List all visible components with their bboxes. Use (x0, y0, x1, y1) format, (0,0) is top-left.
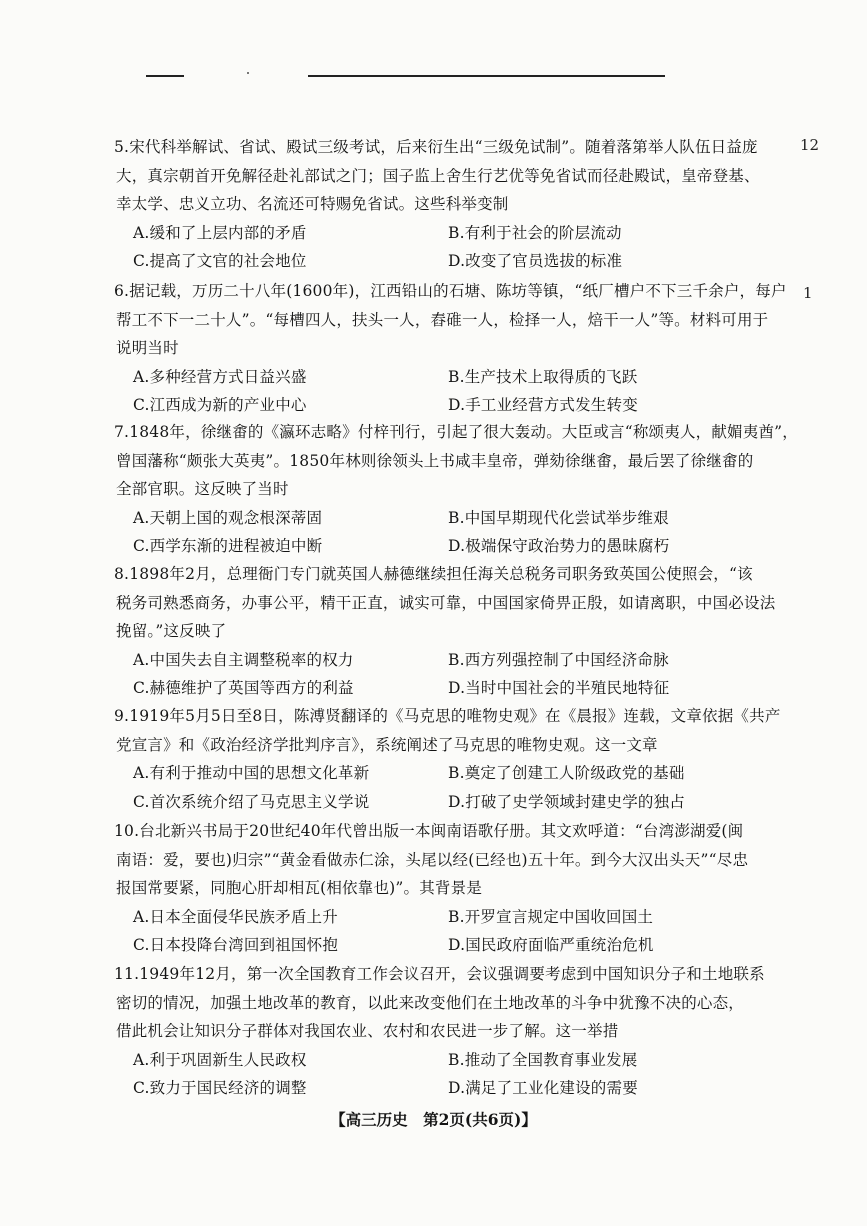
question-stem-continued: 幸太学、忠义立功、名流还可特赐免省试。这些科举变制 (116, 195, 509, 213)
option-a: A.日本全面侵华民族矛盾上升 (133, 907, 338, 926)
option-a: A.利于巩固新生人民政权 (133, 1050, 307, 1069)
option-d: D.国民政府面临严重统治危机 (448, 936, 654, 954)
question-stem: 5.宋代科举解试、省试、殿试三级考试，后来衍生出“三级免试制”。随着落第举人队伍日益庞 (114, 138, 758, 156)
question-stem-continued: 曾国藩称“颇张大英夷”。1850年林则徐领头上书咸丰皇帝，弹劾徐继畬，最后罢了徐继畬的 (116, 451, 754, 470)
page-footer: 【高三历史 第2页(共6页)】 (330, 1110, 537, 1129)
option-b: B.推动了全国教育事业发展 (448, 1050, 638, 1069)
question-stem: 8.1898年2月，总理衙门专门就英国人赫德继续担任海关总税务司职务致英国公使照会，“该 (114, 565, 753, 583)
header-rule-long (308, 75, 665, 77)
option-a: A.多种经营方式日益兴盛 (133, 367, 307, 386)
option-b: B.中国早期现代化尝试举步维艰 (448, 508, 669, 527)
question-stem-continued: 说明当时 (116, 339, 179, 357)
question-stem: 6.据记载，万历二十八年(1600年)，江西铅山的石塘、陈坊等镇，“纸厂槽户不下三千余户，每户 (114, 282, 787, 300)
option-d: D.当时中国社会的半殖民地特征 (448, 679, 670, 697)
question-stem-continued: 大，真宗朝首开免解径赴礼部试之门；国子监上舍生行艺优等免省试而径赴殿试，皇帝登基、 (116, 166, 760, 185)
option-b: B.有利于社会的阶层流动 (448, 223, 622, 242)
option-c: C.首次系统介绍了马克思主义学说 (133, 792, 370, 811)
option-a: A.中国失去自主调整税率的权力 (133, 650, 354, 669)
question-stem: 11.1949年12月，第一次全国教育工作会议召开，会议强调要考虑到中国知识分子和土地联系 (114, 965, 765, 983)
header-rule-short (146, 75, 184, 77)
option-d: D.极端保守政治势力的愚昧腐朽 (448, 537, 670, 555)
option-a: A.天朝上国的观念根深蒂固 (133, 508, 323, 527)
question-stem: 9.1919年5月5日至8日，陈溥贤翻译的《马克思的唯物史观》在《晨报》连载，文章依据《共产 (114, 707, 781, 725)
option-b: B.奠定了创建工人阶级政党的基础 (448, 764, 685, 782)
option-c: C.提高了文官的社会地位 (133, 252, 307, 270)
question-stem-continued: 南语：爱，要也)归宗”“黄金看做赤仁涂，头尾以经(已经也)五十年。到今大汉出头天”“尽忠 (116, 850, 749, 869)
question-stem-continued: 密切的情况，加强土地改革的教育，以此来改变他们在土地改革的斗争中犹豫不决的心态， (116, 993, 745, 1012)
option-a: A.缓和了上层内部的矛盾 (133, 223, 307, 242)
option-d: D.打破了史学领域封建史学的独占 (448, 792, 686, 811)
question-stem: 7.1848年，徐继畬的《瀛环志略》付梓刊行，引起了很大轰动。大臣或言“称颂夷人，献媚夷酋”， (114, 423, 798, 441)
option-a: A.有利于推动中国的思想文化革新 (133, 764, 370, 782)
option-b: B.西方列强控制了中国经济命脉 (448, 650, 669, 669)
scan-speck (247, 72, 249, 74)
question-stem-continued: 帮工不下一二十人”。“每槽四人，扶头一人，舂碓一人，检择一人，焙干一人”等。材料可用于 (116, 310, 769, 329)
option-b: B.开罗宣言规定中国收回国土 (448, 907, 654, 926)
option-b: B.生产技术上取得质的飞跃 (448, 367, 638, 386)
question-stem: 10.台北新兴书局于20世纪40年代曾出版一本闽南语歌仔册。其文欢呼道：“台湾澎湖爱(闽 (114, 822, 744, 840)
question-stem-continued: 借此机会让知识分子群体对我国农业、农村和农民进一步了解。这一举措 (116, 1022, 619, 1040)
question-stem-continued: 税务司熟悉商务，办事公平，精干正直，诚实可靠，中国国家倚畀正殷，如请离职，中国必设法 (116, 593, 776, 612)
margin-note: 12 (800, 136, 820, 154)
margin-note: 1 (803, 284, 813, 302)
question-stem-continued: 挽留。”这反映了 (116, 622, 227, 640)
question-stem-continued: 全部官职。这反映了当时 (116, 480, 289, 498)
option-d: D.改变了官员选拔的标准 (448, 252, 623, 270)
question-stem-continued: 党宣言》和《政治经济学批判序言》，系统阐述了马克思的唯物史观。这一文章 (116, 735, 658, 754)
option-c: C.致力于国民经济的调整 (133, 1079, 307, 1097)
question-stem-continued: 报国常要紧，同胞心肝却相瓦(相依靠也)”。其背景是 (116, 879, 483, 897)
option-c: C.西学东渐的进程被迫中断 (133, 537, 323, 555)
option-d: D.满足了工业化建设的需要 (448, 1079, 638, 1097)
option-c: C.江西成为新的产业中心 (133, 396, 307, 414)
option-d: D.手工业经营方式发生转变 (448, 396, 638, 414)
option-c: C.赫德维护了英国等西方的利益 (133, 679, 354, 697)
option-c: C.日本投降台湾回到祖国怀抱 (133, 936, 339, 954)
